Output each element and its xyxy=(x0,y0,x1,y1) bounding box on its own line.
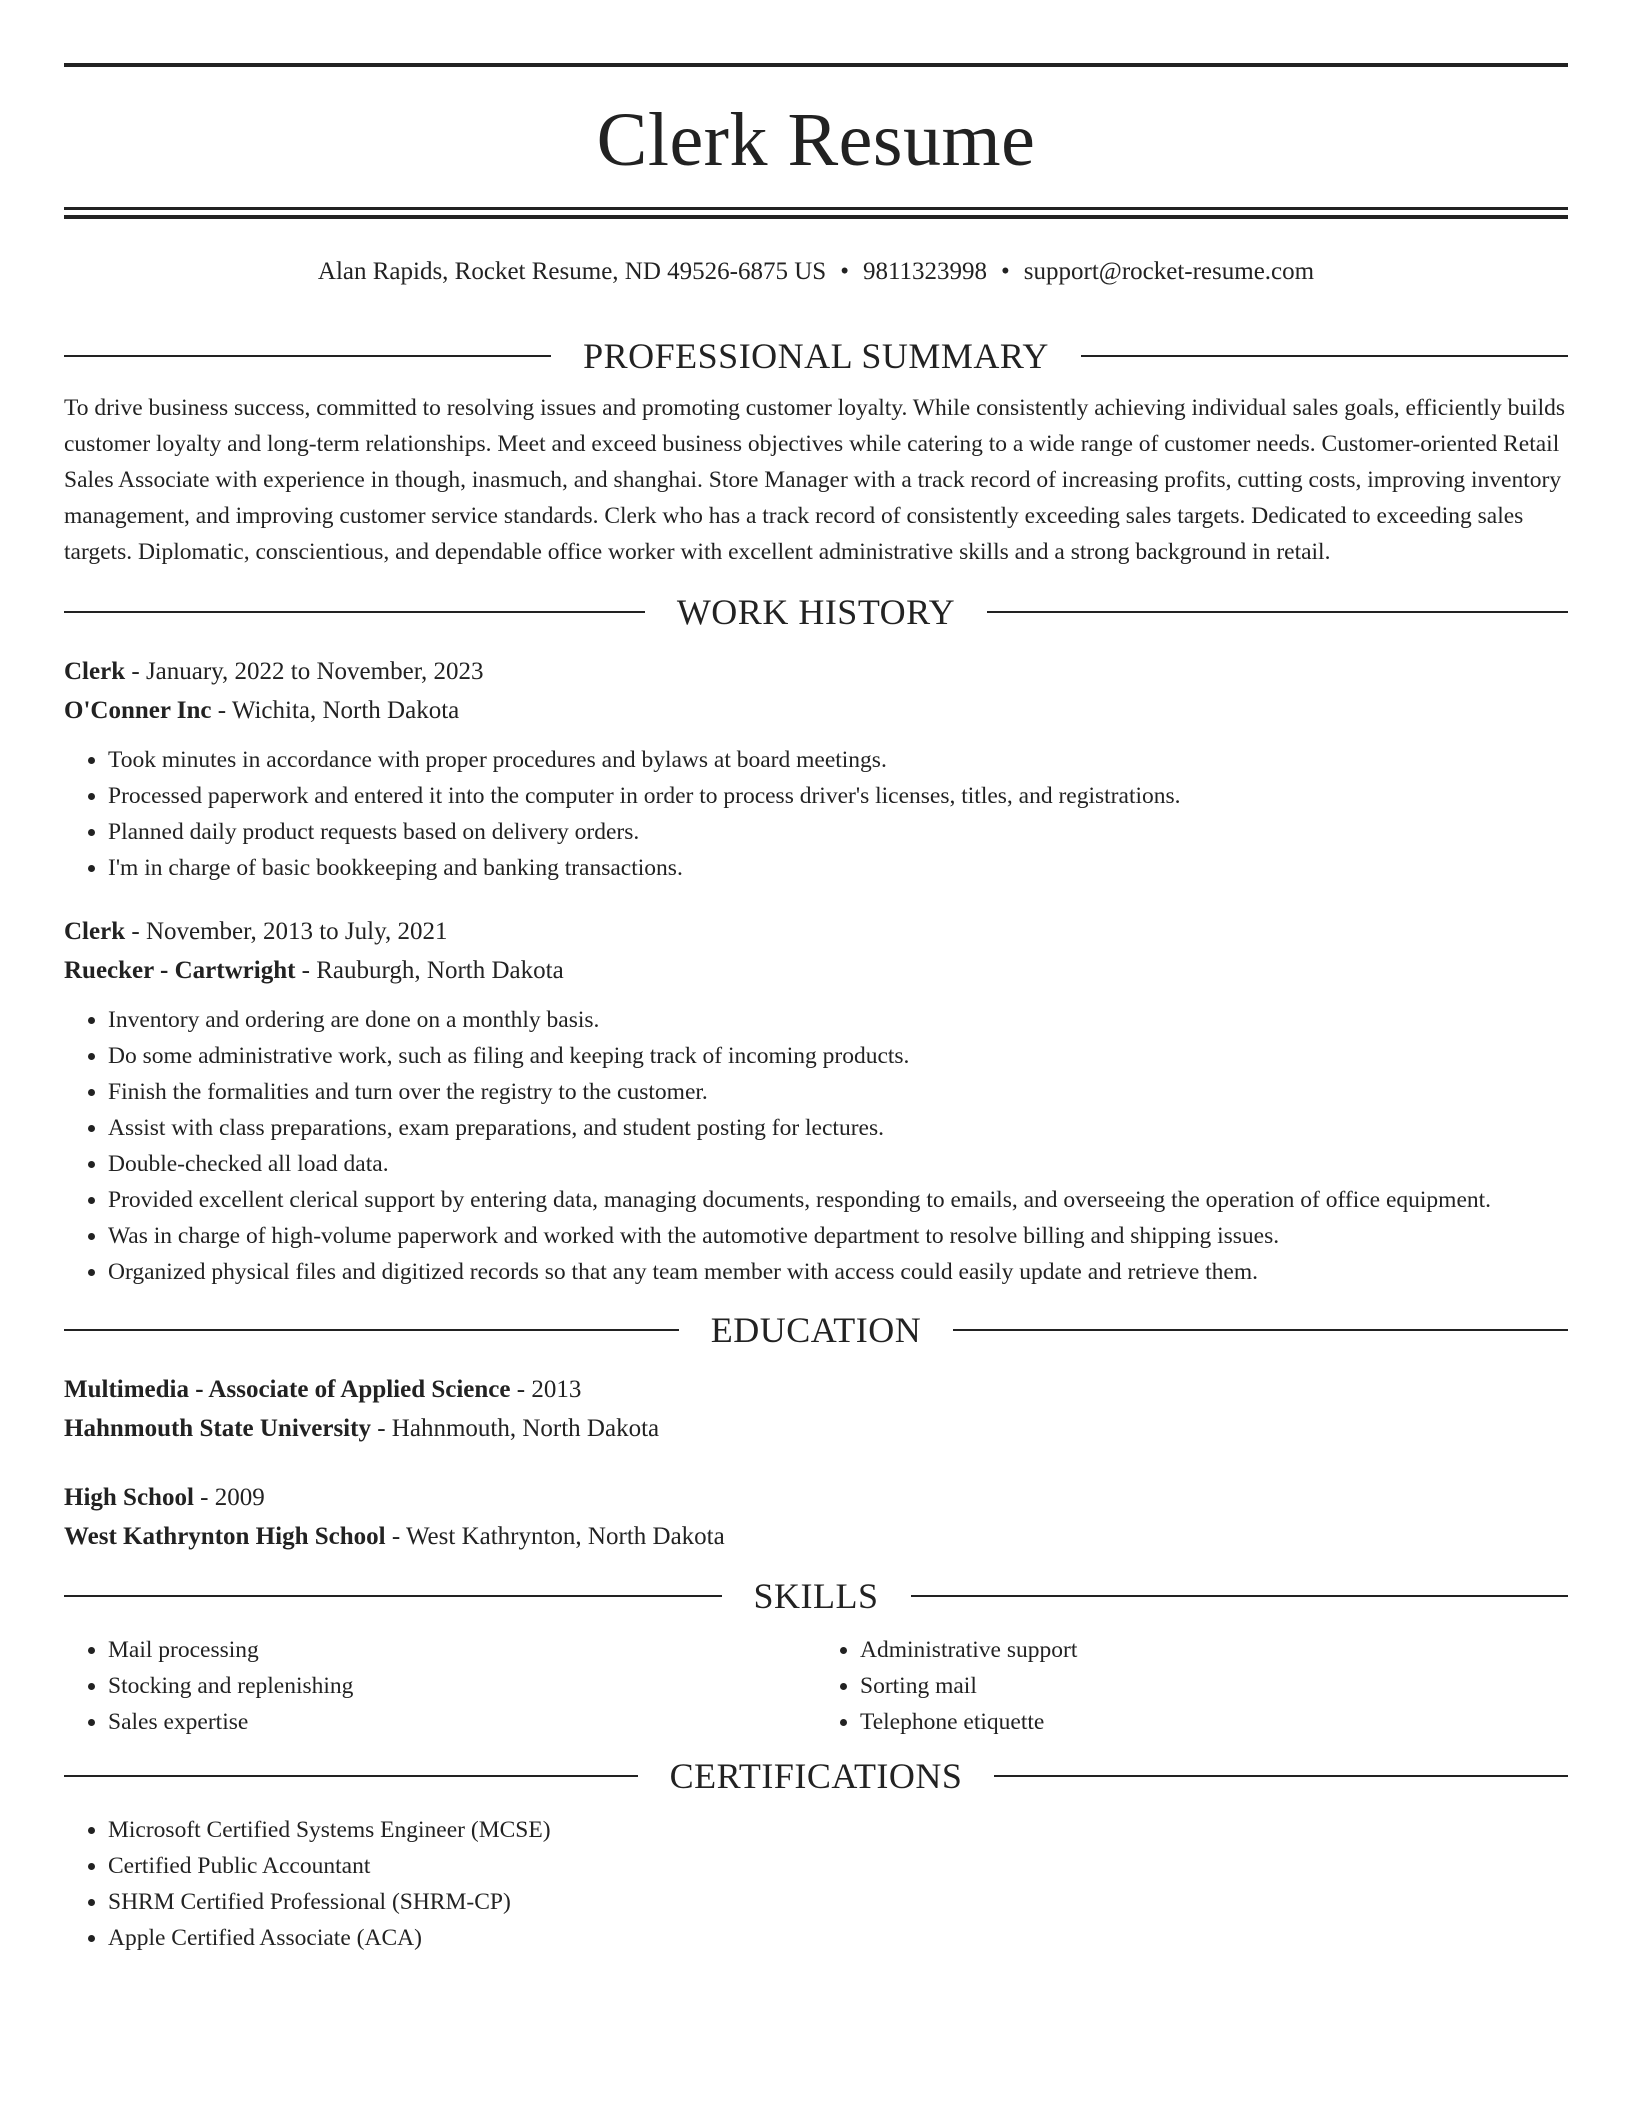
title-rule-lower xyxy=(64,215,1568,219)
job-company: O'Conner Inc xyxy=(64,697,212,724)
dash: - xyxy=(125,918,146,945)
spacer xyxy=(64,886,1568,912)
summary-section-header xyxy=(64,326,1568,386)
contact-separator: • xyxy=(840,258,849,285)
school-line xyxy=(64,1409,1568,1448)
certifications-list xyxy=(64,1812,1568,1956)
skills-section-title: SKILLS xyxy=(753,1576,879,1616)
contact-line xyxy=(64,254,1568,290)
job-location: Rauburgh, North Dakota xyxy=(316,957,564,984)
skills-list-right xyxy=(816,1632,1568,1740)
job-role: Clerk xyxy=(64,658,126,685)
job-title-line xyxy=(64,652,1568,691)
job-entry xyxy=(64,652,1568,886)
certifications-section-title: CERTIFICATIONS xyxy=(669,1756,963,1796)
summary-section-title: PROFESSIONAL SUMMARY xyxy=(583,336,1049,376)
section-rule-right xyxy=(994,1775,1568,1777)
section-rule-right xyxy=(1081,355,1568,357)
certifications-section-header xyxy=(64,1746,1568,1806)
section-rule-left xyxy=(64,355,551,357)
degree-year: 2013 xyxy=(531,1376,582,1403)
dash: - xyxy=(295,957,317,984)
list-item: • Took minutes in accordance with proper procedures and bylaws at board meetings. xyxy=(108,742,1568,778)
list-item: • Mail processing xyxy=(108,1632,816,1668)
school-location: West Kathrynton, North Dakota xyxy=(405,1523,725,1550)
skills-section-header xyxy=(64,1566,1568,1626)
job-title-line xyxy=(64,912,1568,951)
list-item: • Sales expertise xyxy=(108,1704,816,1740)
list-item: • Organized physical files and digitized records so that any team member with access could easily update and retrieve them. xyxy=(108,1254,1568,1290)
job-role: Clerk xyxy=(64,918,126,945)
list-item: • Administrative support xyxy=(860,1632,1568,1668)
list-item: • Assist with class preparations, exam preparations, and student posting for lectures. xyxy=(108,1110,1568,1146)
degree-name: Multimedia - Associate of Applied Science xyxy=(64,1376,511,1403)
education-entry xyxy=(64,1370,1568,1448)
section-rule-right xyxy=(911,1595,1569,1597)
resume-title: Clerk Resume xyxy=(596,98,1036,182)
list-item: • Provided excellent clerical support by entering data, managing documents, responding to emails, and overseeing the operation of office equipment. xyxy=(108,1182,1568,1218)
job-company-line xyxy=(64,691,1568,730)
dash: - xyxy=(125,658,146,685)
resume-content xyxy=(64,326,1568,1956)
list-item: • I'm in charge of basic bookkeeping and banking transactions. xyxy=(108,850,1568,886)
degree-year: 2009 xyxy=(214,1484,265,1511)
job-location: Wichita, North Dakota xyxy=(231,697,460,724)
contact-address: Alan Rapids, Rocket Resume, ND 49526-6875 US xyxy=(317,258,827,285)
job-company-line xyxy=(64,951,1568,990)
list-item: • SHRM Certified Professional (SHRM-CP) xyxy=(108,1884,1568,1920)
school-location: Hahnmouth, North Dakota xyxy=(391,1415,660,1442)
section-rule-left xyxy=(64,1775,638,1777)
job-company: Ruecker - Cartwright xyxy=(64,957,296,984)
dash: - xyxy=(193,1484,215,1511)
school-line xyxy=(64,1517,1568,1556)
contact-separator: • xyxy=(1001,258,1010,285)
degree-name: High School xyxy=(64,1484,194,1511)
section-rule-left xyxy=(64,611,645,613)
job-duties-list xyxy=(64,1002,1568,1290)
list-item: • Telephone etiquette xyxy=(860,1704,1568,1740)
list-item: • Microsoft Certified Systems Engineer (MCSE) xyxy=(108,1812,1568,1848)
dash: - xyxy=(385,1523,406,1550)
list-item: • Planned daily product requests based on delivery orders. xyxy=(108,814,1568,850)
job-dates: January, 2022 to November, 2023 xyxy=(145,658,484,685)
skills-columns xyxy=(64,1632,1568,1740)
skills-list-left xyxy=(64,1632,816,1740)
section-rule-right xyxy=(953,1329,1568,1331)
section-rule-right xyxy=(987,611,1568,613)
contact-phone: 9811323998 xyxy=(862,258,988,285)
list-item: • Double-checked all load data. xyxy=(108,1146,1568,1182)
job-duties-list xyxy=(64,742,1568,886)
list-item: • Apple Certified Associate (ACA) xyxy=(108,1920,1568,1956)
degree-line xyxy=(64,1370,1568,1409)
list-item: • Stocking and replenishing xyxy=(108,1668,816,1704)
list-item: • Processed paperwork and entered it into the computer in order to process driver's licenses, titles, and registrations. xyxy=(108,778,1568,814)
work-section-title: WORK HISTORY xyxy=(676,592,956,632)
contact-email: support@rocket-resume.com xyxy=(1023,258,1315,285)
top-rule xyxy=(64,63,1568,67)
degree-line xyxy=(64,1478,1568,1517)
dash: - xyxy=(370,1415,392,1442)
list-item: • Certified Public Accountant xyxy=(108,1848,1568,1884)
school-name: Hahnmouth State University xyxy=(64,1415,371,1442)
education-section-title: EDUCATION xyxy=(710,1310,922,1350)
title-rule-upper xyxy=(64,207,1568,210)
dash: - xyxy=(510,1376,532,1403)
work-section-header xyxy=(64,582,1568,642)
education-entry xyxy=(64,1478,1568,1556)
summary-text: To drive business success, committed to resolving issues and promoting customer loyalty. While consistently achieving individual sales goals, efficiently builds customer loyalty and long-term relationships. Meet and exceed business objectives while catering to a wide range of customer needs. Customer-oriented Retail Sales Associate with experience in though, inasmuch, and shanghai. Store Manager with a track record of increasing profits, cutting costs, improving inventory management, and improving customer service standards. Clerk who has a track record of consistently exceeding sales targets. Dedicated to exceeding sales targets. Diplomatic, conscientious, and dependable office worker with excellent administrative skills and a strong background in retail. xyxy=(64,395,1566,565)
spacer xyxy=(64,1448,1568,1478)
school-name: West Kathrynton High School xyxy=(64,1523,386,1550)
list-item: • Finish the formalities and turn over the registry to the customer. xyxy=(108,1074,1568,1110)
job-entry xyxy=(64,912,1568,1290)
section-rule-left xyxy=(64,1595,722,1597)
section-rule-left xyxy=(64,1329,679,1331)
list-item: • Do some administrative work, such as filing and keeping track of incoming products. xyxy=(108,1038,1568,1074)
list-item: • Was in charge of high-volume paperwork and worked with the automotive department to resolve billing and shipping issues. xyxy=(108,1218,1568,1254)
job-dates: November, 2013 to July, 2021 xyxy=(145,918,448,945)
list-item: • Sorting mail xyxy=(860,1668,1568,1704)
dash: - xyxy=(211,697,232,724)
education-section-header xyxy=(64,1300,1568,1360)
list-item: • Inventory and ordering are done on a monthly basis. xyxy=(108,1002,1568,1038)
